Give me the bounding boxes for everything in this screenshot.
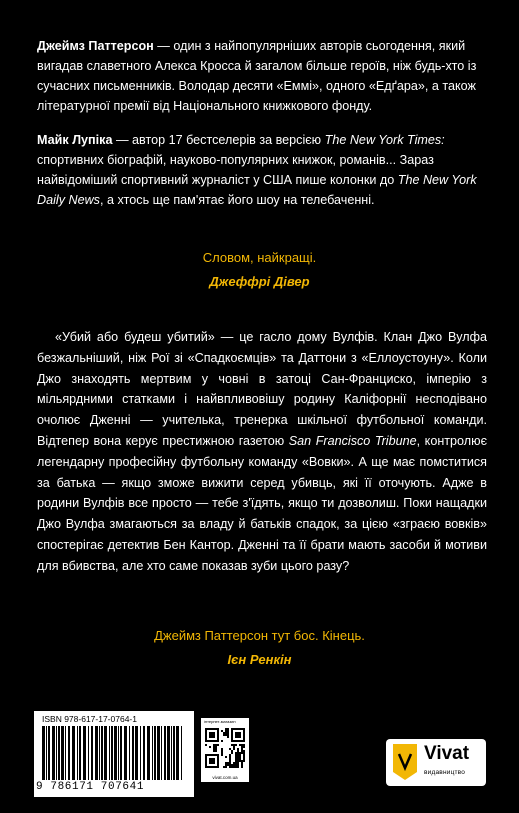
patterson-bio xyxy=(37,36,487,116)
book-blurb xyxy=(37,327,487,577)
barcode-digits: 9 786171 707641 xyxy=(36,781,145,793)
lupica-text-1: — автор 17 бестселерів за версією xyxy=(112,133,325,147)
publisher-sub: видавництво xyxy=(424,769,466,776)
lupica-name: Майк Лупіка xyxy=(37,133,113,147)
quote2-text: Джеймз Паттерсон тут бос. Кінець. xyxy=(154,628,365,643)
patterson-text: — один з найпопулярніших авторів сьогодення, який вигадав славетного Алекса Кросса й загалом більше героїв, ніж будь-хто із сучасних письменників. Володар десяти «Еммі», одного «Едґара», а також літературної премії від Національного книжкового фонду. xyxy=(37,39,477,113)
lupica-text-2: спортивних біографій, науково-популярних книжок, романів... Зараз найвідоміший спортивний журналіст у США пише колонки до xyxy=(37,153,434,187)
qr-url: vivat.com.ua xyxy=(212,775,238,780)
isbn-label: ISBN 978-617-17-0764-1 xyxy=(42,714,137,724)
publisher-logo xyxy=(386,739,486,786)
quote1-text: Словом, найкращі. xyxy=(202,250,317,265)
nydn-title: The New York Daily News xyxy=(37,173,477,207)
vivat-leaf-icon xyxy=(390,742,420,782)
lupica-text-3: , а хтось ще пам'ятає його шоу на телебаченні. xyxy=(99,193,375,207)
blurb-part1: «Убий або будеш убитий» — це гасло дому Вулфів. Клан Джо Вулфа безжальніший, ніж Рої зі «Спадкоємців» та Даттони з «Еллоустоуну». Коли Джо знаходять мертвим у човні в затоці Сан-Франциско, імперію з мільярдними статками і найвпливовішу родину Каліфорнії несподівано очолює Дженні — учителька, тренерка шкільної футбольної команди. Відтепер вона керує престижною газетою xyxy=(37,330,487,448)
barcode xyxy=(34,711,194,797)
qr-code xyxy=(201,718,249,782)
patterson-name: Джеймз Паттерсон xyxy=(37,39,154,53)
qr-code-icon xyxy=(205,728,245,768)
quote2-author: Ієн Ренкін xyxy=(227,652,292,667)
lupica-bio xyxy=(37,130,487,210)
blurb-italic: San Francisco Tribune xyxy=(288,433,417,448)
quote1-author: Джеффрі Дівер xyxy=(209,274,310,289)
qr-top-label: інтернет-магазин xyxy=(204,719,236,724)
nyt-title: The New York Times: xyxy=(324,133,445,147)
barcode-bars xyxy=(42,726,186,782)
publisher-name: Vivat xyxy=(424,743,470,764)
blurb-part2: , контролює легендарну професійну футбольну команду «Вовки». А ще має помститися за батька — якщо зможе вижити серед убивць, які її оточують. Адже в родини Вулфів все просто — тебе з'їдять, якщо ти дозволиш. Поки нащадки Джо Вулфа змагаються за владу й батьків спадок, за цією «зграєю вовків» спостерігає детектив Бен Кантор. Дженні та її брати мають засоби й мотиви для вбивства, але хто саме показав зуби цього разу? xyxy=(37,433,488,573)
